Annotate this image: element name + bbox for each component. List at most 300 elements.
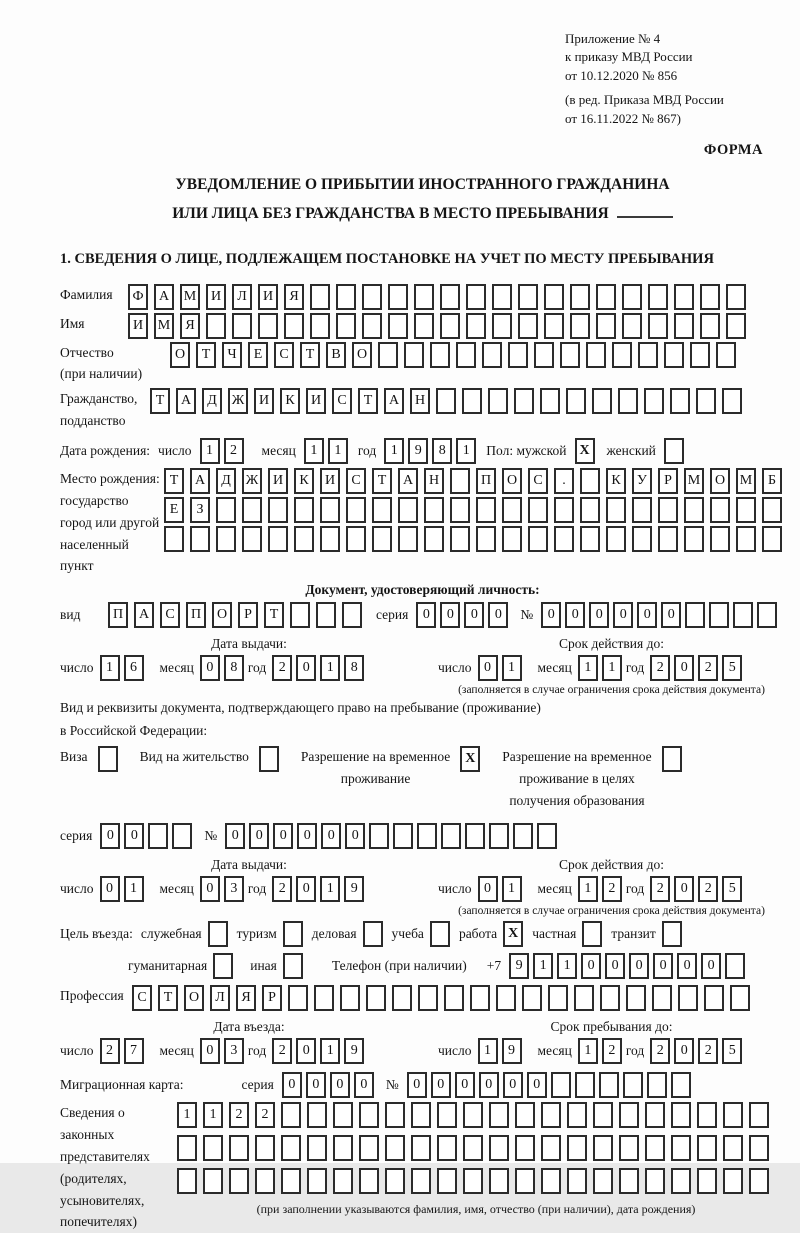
char-cell[interactable] xyxy=(726,284,746,310)
char-cell[interactable] xyxy=(456,342,476,368)
char-cell[interactable]: 0 xyxy=(479,1072,499,1098)
char-cell[interactable]: 2 xyxy=(650,876,670,902)
char-cell[interactable]: 1 xyxy=(124,876,144,902)
char-cell[interactable]: Р xyxy=(658,468,678,494)
purpose-humanitarian-checkbox[interactable] xyxy=(213,953,233,979)
char-cell[interactable]: 9 xyxy=(344,876,364,902)
char-cell[interactable] xyxy=(606,526,626,552)
char-cell[interactable]: О xyxy=(212,602,232,628)
char-cell[interactable] xyxy=(518,313,538,339)
char-cell[interactable] xyxy=(648,313,668,339)
char-cell[interactable] xyxy=(336,284,356,310)
char-cell[interactable]: Т xyxy=(164,468,184,494)
char-cell[interactable] xyxy=(310,284,330,310)
char-cell[interactable] xyxy=(489,1135,509,1161)
char-cell[interactable]: С xyxy=(160,602,180,628)
char-cell[interactable] xyxy=(575,1072,595,1098)
char-cell[interactable] xyxy=(596,313,616,339)
char-cell[interactable] xyxy=(316,602,336,628)
char-cell[interactable] xyxy=(644,388,664,414)
char-cell[interactable]: 9 xyxy=(408,438,428,464)
char-cell[interactable] xyxy=(310,313,330,339)
char-cell[interactable]: М xyxy=(736,468,756,494)
char-cell[interactable] xyxy=(392,985,412,1011)
char-cell[interactable] xyxy=(430,342,450,368)
char-cell[interactable]: 0 xyxy=(296,1038,316,1064)
char-cell[interactable]: 0 xyxy=(282,1072,302,1098)
char-cell[interactable] xyxy=(690,342,710,368)
char-cell[interactable] xyxy=(411,1102,431,1128)
char-cell[interactable] xyxy=(502,526,522,552)
char-cell[interactable] xyxy=(599,1072,619,1098)
char-cell[interactable] xyxy=(710,526,730,552)
char-cell[interactable] xyxy=(388,313,408,339)
char-cell[interactable] xyxy=(541,1168,561,1194)
char-cell[interactable]: О xyxy=(170,342,190,368)
char-cell[interactable]: О xyxy=(184,985,204,1011)
char-cell[interactable]: А xyxy=(176,388,196,414)
char-cell[interactable] xyxy=(513,823,533,849)
char-cell[interactable]: И xyxy=(258,284,278,310)
char-cell[interactable]: 0 xyxy=(527,1072,547,1098)
char-cell[interactable]: 2 xyxy=(698,655,718,681)
char-cell[interactable] xyxy=(541,1135,561,1161)
char-cell[interactable]: 8 xyxy=(344,655,364,681)
char-cell[interactable] xyxy=(465,823,485,849)
char-cell[interactable]: М xyxy=(180,284,200,310)
char-cell[interactable] xyxy=(255,1168,275,1194)
char-cell[interactable]: 7 xyxy=(124,1038,144,1064)
char-cell[interactable]: 9 xyxy=(509,953,529,979)
char-cell[interactable]: 0 xyxy=(273,823,293,849)
char-cell[interactable] xyxy=(284,313,304,339)
char-cell[interactable]: Т xyxy=(196,342,216,368)
char-cell[interactable] xyxy=(281,1102,301,1128)
char-cell[interactable] xyxy=(232,313,252,339)
char-cell[interactable]: Т xyxy=(150,388,170,414)
char-cell[interactable]: Н xyxy=(424,468,444,494)
char-cell[interactable] xyxy=(678,985,698,1011)
char-cell[interactable] xyxy=(463,1102,483,1128)
char-cell[interactable]: 0 xyxy=(225,823,245,849)
char-cell[interactable] xyxy=(726,313,746,339)
char-cell[interactable] xyxy=(362,313,382,339)
char-cell[interactable] xyxy=(436,388,456,414)
char-cell[interactable] xyxy=(652,985,672,1011)
char-cell[interactable]: И xyxy=(320,468,340,494)
char-cell[interactable] xyxy=(333,1102,353,1128)
char-cell[interactable] xyxy=(203,1135,223,1161)
char-cell[interactable] xyxy=(440,313,460,339)
char-cell[interactable] xyxy=(736,526,756,552)
char-cell[interactable] xyxy=(671,1072,691,1098)
purpose-study-checkbox[interactable] xyxy=(430,921,450,947)
char-cell[interactable]: И xyxy=(268,468,288,494)
char-cell[interactable]: 2 xyxy=(650,1038,670,1064)
char-cell[interactable]: 0 xyxy=(674,1038,694,1064)
char-cell[interactable]: П xyxy=(476,468,496,494)
char-cell[interactable] xyxy=(515,1102,535,1128)
char-cell[interactable] xyxy=(172,823,192,849)
char-cell[interactable]: А xyxy=(154,284,174,310)
sex-female-checkbox[interactable] xyxy=(664,438,684,464)
char-cell[interactable] xyxy=(580,526,600,552)
char-cell[interactable]: 2 xyxy=(698,876,718,902)
char-cell[interactable] xyxy=(622,313,642,339)
char-cell[interactable]: Б xyxy=(762,468,782,494)
char-cell[interactable] xyxy=(411,1135,431,1161)
char-cell[interactable] xyxy=(540,388,560,414)
char-cell[interactable] xyxy=(488,388,508,414)
char-cell[interactable] xyxy=(359,1135,379,1161)
char-cell[interactable]: 0 xyxy=(330,1072,350,1098)
char-cell[interactable]: 5 xyxy=(722,876,742,902)
char-cell[interactable]: В xyxy=(326,342,346,368)
char-cell[interactable]: 0 xyxy=(677,953,697,979)
char-cell[interactable] xyxy=(674,284,694,310)
purpose-work-checkbox[interactable]: X xyxy=(503,921,523,947)
char-cell[interactable] xyxy=(658,526,678,552)
char-cell[interactable] xyxy=(393,823,413,849)
char-cell[interactable]: 9 xyxy=(502,1038,522,1064)
char-cell[interactable]: М xyxy=(684,468,704,494)
char-cell[interactable]: 1 xyxy=(320,655,340,681)
char-cell[interactable]: 1 xyxy=(578,1038,598,1064)
char-cell[interactable] xyxy=(733,602,753,628)
char-cell[interactable]: К xyxy=(606,468,626,494)
char-cell[interactable]: 0 xyxy=(605,953,625,979)
char-cell[interactable] xyxy=(658,497,678,523)
education-residence-checkbox[interactable] xyxy=(662,746,682,772)
char-cell[interactable]: 1 xyxy=(578,876,598,902)
char-cell[interactable] xyxy=(541,1102,561,1128)
char-cell[interactable] xyxy=(514,388,534,414)
char-cell[interactable] xyxy=(632,497,652,523)
char-cell[interactable]: 0 xyxy=(701,953,721,979)
char-cell[interactable] xyxy=(203,1168,223,1194)
char-cell[interactable] xyxy=(671,1135,691,1161)
char-cell[interactable]: У xyxy=(632,468,652,494)
char-cell[interactable] xyxy=(359,1168,379,1194)
char-cell[interactable] xyxy=(385,1168,405,1194)
char-cell[interactable]: 2 xyxy=(272,655,292,681)
char-cell[interactable]: 2 xyxy=(272,876,292,902)
char-cell[interactable]: Р xyxy=(262,985,282,1011)
char-cell[interactable]: 0 xyxy=(124,823,144,849)
char-cell[interactable]: Т xyxy=(300,342,320,368)
char-cell[interactable] xyxy=(359,1102,379,1128)
char-cell[interactable]: 3 xyxy=(224,876,244,902)
char-cell[interactable] xyxy=(294,497,314,523)
char-cell[interactable]: Р xyxy=(238,602,258,628)
char-cell[interactable] xyxy=(492,284,512,310)
char-cell[interactable] xyxy=(268,497,288,523)
char-cell[interactable] xyxy=(440,284,460,310)
char-cell[interactable] xyxy=(404,342,424,368)
char-cell[interactable] xyxy=(385,1102,405,1128)
char-cell[interactable]: Я xyxy=(180,313,200,339)
char-cell[interactable]: 0 xyxy=(629,953,649,979)
char-cell[interactable]: Д xyxy=(202,388,222,414)
char-cell[interactable] xyxy=(242,526,262,552)
char-cell[interactable]: 0 xyxy=(200,1038,220,1064)
char-cell[interactable]: Ф xyxy=(128,284,148,310)
char-cell[interactable] xyxy=(723,1168,743,1194)
char-cell[interactable] xyxy=(414,284,434,310)
char-cell[interactable] xyxy=(229,1168,249,1194)
char-cell[interactable]: О xyxy=(352,342,372,368)
char-cell[interactable] xyxy=(674,313,694,339)
char-cell[interactable] xyxy=(560,342,580,368)
char-cell[interactable] xyxy=(482,342,502,368)
char-cell[interactable]: Ж xyxy=(228,388,248,414)
char-cell[interactable]: П xyxy=(186,602,206,628)
char-cell[interactable] xyxy=(749,1135,769,1161)
char-cell[interactable]: З xyxy=(190,497,210,523)
char-cell[interactable]: И xyxy=(128,313,148,339)
char-cell[interactable]: И xyxy=(254,388,274,414)
char-cell[interactable] xyxy=(697,1102,717,1128)
char-cell[interactable]: 1 xyxy=(557,953,577,979)
char-cell[interactable] xyxy=(450,526,470,552)
char-cell[interactable] xyxy=(258,313,278,339)
char-cell[interactable] xyxy=(544,284,564,310)
char-cell[interactable] xyxy=(294,526,314,552)
char-cell[interactable]: 0 xyxy=(478,876,498,902)
char-cell[interactable] xyxy=(424,497,444,523)
char-cell[interactable] xyxy=(593,1168,613,1194)
char-cell[interactable] xyxy=(268,526,288,552)
char-cell[interactable]: 1 xyxy=(320,876,340,902)
char-cell[interactable] xyxy=(567,1135,587,1161)
purpose-official-checkbox[interactable] xyxy=(208,921,228,947)
char-cell[interactable] xyxy=(470,985,490,1011)
char-cell[interactable] xyxy=(567,1102,587,1128)
char-cell[interactable]: 0 xyxy=(661,602,681,628)
char-cell[interactable]: Е xyxy=(164,497,184,523)
char-cell[interactable] xyxy=(647,1072,667,1098)
char-cell[interactable]: 0 xyxy=(455,1072,475,1098)
char-cell[interactable]: О xyxy=(710,468,730,494)
char-cell[interactable]: 0 xyxy=(354,1072,374,1098)
char-cell[interactable] xyxy=(544,313,564,339)
char-cell[interactable] xyxy=(508,342,528,368)
char-cell[interactable]: 0 xyxy=(200,655,220,681)
char-cell[interactable]: 1 xyxy=(384,438,404,464)
char-cell[interactable] xyxy=(619,1135,639,1161)
char-cell[interactable] xyxy=(709,602,729,628)
purpose-other-checkbox[interactable] xyxy=(283,953,303,979)
char-cell[interactable]: 0 xyxy=(416,602,436,628)
char-cell[interactable] xyxy=(320,526,340,552)
char-cell[interactable]: 0 xyxy=(306,1072,326,1098)
char-cell[interactable] xyxy=(340,985,360,1011)
char-cell[interactable]: 0 xyxy=(589,602,609,628)
char-cell[interactable] xyxy=(437,1168,457,1194)
char-cell[interactable] xyxy=(570,284,590,310)
char-cell[interactable] xyxy=(626,985,646,1011)
char-cell[interactable]: 0 xyxy=(100,876,120,902)
char-cell[interactable] xyxy=(444,985,464,1011)
char-cell[interactable]: 1 xyxy=(602,655,622,681)
char-cell[interactable]: 1 xyxy=(320,1038,340,1064)
char-cell[interactable] xyxy=(671,1102,691,1128)
char-cell[interactable]: 0 xyxy=(440,602,460,628)
char-cell[interactable] xyxy=(586,342,606,368)
char-cell[interactable] xyxy=(534,342,554,368)
char-cell[interactable]: 8 xyxy=(432,438,452,464)
char-cell[interactable] xyxy=(385,1135,405,1161)
char-cell[interactable] xyxy=(372,526,392,552)
char-cell[interactable] xyxy=(366,985,386,1011)
char-cell[interactable] xyxy=(388,284,408,310)
char-cell[interactable]: П xyxy=(108,602,128,628)
char-cell[interactable] xyxy=(580,468,600,494)
char-cell[interactable] xyxy=(671,1168,691,1194)
char-cell[interactable] xyxy=(362,284,382,310)
char-cell[interactable]: 0 xyxy=(637,602,657,628)
char-cell[interactable] xyxy=(307,1135,327,1161)
char-cell[interactable] xyxy=(206,313,226,339)
char-cell[interactable]: 3 xyxy=(224,1038,244,1064)
char-cell[interactable]: 2 xyxy=(224,438,244,464)
char-cell[interactable]: 1 xyxy=(100,655,120,681)
char-cell[interactable]: 0 xyxy=(464,602,484,628)
char-cell[interactable] xyxy=(148,823,168,849)
char-cell[interactable] xyxy=(612,342,632,368)
char-cell[interactable] xyxy=(177,1135,197,1161)
char-cell[interactable] xyxy=(700,313,720,339)
char-cell[interactable]: Д xyxy=(216,468,236,494)
char-cell[interactable] xyxy=(489,823,509,849)
char-cell[interactable]: 2 xyxy=(255,1102,275,1128)
char-cell[interactable]: Т xyxy=(264,602,284,628)
char-cell[interactable] xyxy=(466,284,486,310)
char-cell[interactable]: 2 xyxy=(650,655,670,681)
char-cell[interactable] xyxy=(281,1135,301,1161)
char-cell[interactable] xyxy=(606,497,626,523)
char-cell[interactable] xyxy=(378,342,398,368)
char-cell[interactable] xyxy=(502,497,522,523)
char-cell[interactable]: 8 xyxy=(224,655,244,681)
char-cell[interactable] xyxy=(450,468,470,494)
char-cell[interactable] xyxy=(288,985,308,1011)
char-cell[interactable] xyxy=(515,1168,535,1194)
char-cell[interactable]: 1 xyxy=(502,876,522,902)
char-cell[interactable]: 0 xyxy=(581,953,601,979)
char-cell[interactable]: 2 xyxy=(229,1102,249,1128)
char-cell[interactable]: 0 xyxy=(674,876,694,902)
char-cell[interactable] xyxy=(190,526,210,552)
char-cell[interactable] xyxy=(281,1168,301,1194)
char-cell[interactable] xyxy=(424,526,444,552)
char-cell[interactable]: 0 xyxy=(431,1072,451,1098)
char-cell[interactable]: 0 xyxy=(478,655,498,681)
char-cell[interactable] xyxy=(528,526,548,552)
char-cell[interactable]: 0 xyxy=(503,1072,523,1098)
char-cell[interactable]: 1 xyxy=(502,655,522,681)
char-cell[interactable] xyxy=(684,497,704,523)
char-cell[interactable] xyxy=(685,602,705,628)
char-cell[interactable] xyxy=(762,526,782,552)
char-cell[interactable]: 1 xyxy=(177,1102,197,1128)
char-cell[interactable] xyxy=(551,1072,571,1098)
char-cell[interactable] xyxy=(333,1168,353,1194)
char-cell[interactable] xyxy=(749,1102,769,1128)
char-cell[interactable]: 1 xyxy=(533,953,553,979)
char-cell[interactable] xyxy=(476,497,496,523)
char-cell[interactable] xyxy=(749,1168,769,1194)
purpose-tourism-checkbox[interactable] xyxy=(283,921,303,947)
char-cell[interactable]: 1 xyxy=(578,655,598,681)
char-cell[interactable]: 1 xyxy=(478,1038,498,1064)
visa-checkbox[interactable] xyxy=(98,746,118,772)
char-cell[interactable] xyxy=(522,985,542,1011)
char-cell[interactable] xyxy=(593,1135,613,1161)
char-cell[interactable] xyxy=(398,497,418,523)
char-cell[interactable]: 1 xyxy=(328,438,348,464)
char-cell[interactable] xyxy=(566,388,586,414)
char-cell[interactable]: 1 xyxy=(203,1102,223,1128)
char-cell[interactable] xyxy=(567,1168,587,1194)
char-cell[interactable] xyxy=(314,985,334,1011)
char-cell[interactable] xyxy=(216,497,236,523)
purpose-transit-checkbox[interactable] xyxy=(662,921,682,947)
char-cell[interactable] xyxy=(242,497,262,523)
char-cell[interactable]: Л xyxy=(232,284,252,310)
char-cell[interactable]: 0 xyxy=(345,823,365,849)
char-cell[interactable] xyxy=(450,497,470,523)
char-cell[interactable] xyxy=(336,313,356,339)
char-cell[interactable]: 0 xyxy=(297,823,317,849)
char-cell[interactable] xyxy=(704,985,724,1011)
char-cell[interactable] xyxy=(580,497,600,523)
char-cell[interactable]: 0 xyxy=(613,602,633,628)
char-cell[interactable]: А xyxy=(384,388,404,414)
char-cell[interactable] xyxy=(762,497,782,523)
char-cell[interactable]: 0 xyxy=(100,823,120,849)
char-cell[interactable] xyxy=(619,1102,639,1128)
char-cell[interactable] xyxy=(476,526,496,552)
char-cell[interactable] xyxy=(723,1102,743,1128)
char-cell[interactable]: 2 xyxy=(272,1038,292,1064)
char-cell[interactable]: 0 xyxy=(653,953,673,979)
char-cell[interactable]: Т xyxy=(372,468,392,494)
char-cell[interactable]: 2 xyxy=(698,1038,718,1064)
char-cell[interactable]: 5 xyxy=(722,1038,742,1064)
char-cell[interactable] xyxy=(730,985,750,1011)
char-cell[interactable] xyxy=(216,526,236,552)
char-cell[interactable]: А xyxy=(398,468,418,494)
char-cell[interactable]: С xyxy=(274,342,294,368)
char-cell[interactable] xyxy=(307,1168,327,1194)
char-cell[interactable]: 1 xyxy=(456,438,476,464)
char-cell[interactable]: 0 xyxy=(321,823,341,849)
char-cell[interactable]: А xyxy=(134,602,154,628)
char-cell[interactable] xyxy=(632,526,652,552)
char-cell[interactable]: 0 xyxy=(565,602,585,628)
char-cell[interactable] xyxy=(369,823,389,849)
char-cell[interactable] xyxy=(307,1102,327,1128)
sex-male-checkbox[interactable]: X xyxy=(575,438,595,464)
char-cell[interactable] xyxy=(346,526,366,552)
char-cell[interactable] xyxy=(664,342,684,368)
char-cell[interactable]: Я xyxy=(236,985,256,1011)
char-cell[interactable] xyxy=(736,497,756,523)
char-cell[interactable] xyxy=(593,1102,613,1128)
char-cell[interactable] xyxy=(489,1168,509,1194)
char-cell[interactable] xyxy=(619,1168,639,1194)
